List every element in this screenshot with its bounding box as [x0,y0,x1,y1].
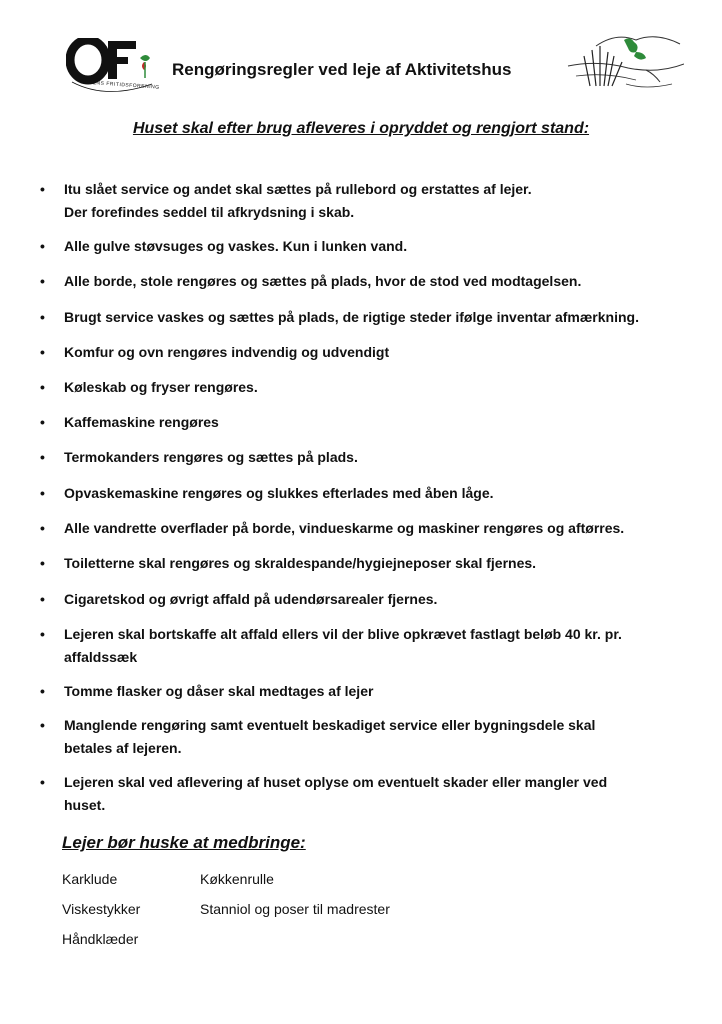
bullet-icon: • [40,555,45,571]
rule-item [40,411,684,434]
remember-item: Viskestykker [62,901,141,917]
logo-ring-text: ODDENS FRITIDSFORENING [79,79,160,91]
rule-text-line: Alle borde, stole rengøres og sættes på plads, hvor de stod ved modtagelsen. [64,273,582,289]
rule-text-line: Alle vandrette overflader på borde, vindueskarme og maskiner rengøres og aftørres. [64,520,625,536]
rule-item [40,552,684,575]
document-subtitle: Huset skal efter brug afleveres i opryddet og rengjort stand: [132,120,590,137]
rule-text-line: betales af lejeren. [64,740,182,756]
rule-item [40,270,684,293]
rule-text-line: Lejeren skal bortskaffe alt affald ellers vil der blive opkrævet fastlagt beløb 40 kr. pr. [64,626,622,642]
rule-item [40,680,684,703]
bullet-icon: • [40,683,45,699]
rule-text-line: Køleskab og fryser rengøres. [64,379,258,395]
bullet-icon: • [40,273,45,289]
rule-text-line: Manglende rengøring samt eventuelt beskadiget service eller bygningsdele skal [64,717,596,733]
rule-item [40,178,684,224]
rule-item [40,446,684,469]
logo-graphic [66,38,166,100]
remember-item: Karklude [62,871,118,887]
bullet-icon: • [40,309,45,325]
bullet-icon: • [40,520,45,536]
remember-title: Lejer bør huske at medbringe: [62,833,306,852]
rule-item [40,306,684,329]
bullet-icon: • [40,238,45,254]
bullet-icon: • [40,344,45,360]
rule-text-line: Toiletterne skal rengøres og skraldespande/hygiejneposer skal fjernes. [64,555,537,571]
bullet-icon: • [40,774,45,790]
landscape-sketch-icon [566,26,684,98]
rule-item [40,588,684,611]
rule-item [40,235,684,258]
rule-text-line: huset. [64,797,106,813]
rule-text-line: Komfur og ovn rengøres indvendig og udvendigt [64,344,390,360]
page-title: Rengøringsregler ved leje af Aktivitetshus [172,60,512,79]
sketch-graphic [566,26,684,98]
rule-text-line: Alle gulve støvsuges og vaskes. Kun i lunken vand. [64,238,408,254]
bullet-icon: • [40,717,45,733]
remember-item: Køkkenrulle [200,871,274,887]
rule-text-line: Tomme flasker og dåser skal medtages af lejer [64,683,374,699]
rule-item [40,623,684,669]
remember-item: Håndklæder [62,931,139,947]
rule-text-line: Cigaretskod og øvrigt affald på udendørsarealer fjernes. [64,591,438,607]
rule-text-line: Itu slået service og andet skal sættes på rullebord og erstattes af lejer. [64,181,532,197]
rule-text-line: Termokanders rengøres og sættes på plads. [64,449,358,465]
rule-text-line: Brugt service vaskes og sættes på plads, de rigtige steder ifølge inventar afmærkning. [64,309,639,325]
bullet-icon: • [40,485,45,501]
bullet-icon: • [40,181,45,197]
remember-item: Stanniol og poser til madrester [200,901,390,917]
of-logo-icon [66,38,166,100]
rule-item [40,482,684,505]
rule-item [40,376,684,399]
rule-text-line: Der forefindes seddel til afkrydsning i skab. [64,204,355,220]
rule-item [40,517,684,540]
rule-text-line: Kaffemaskine rengøres [64,414,219,430]
rule-item [40,714,684,760]
rule-text-line: Opvaskemaskine rengøres og slukkes efterlades med åben låge. [64,485,494,501]
bullet-icon: • [40,379,45,395]
bullet-icon: • [40,449,45,465]
bullet-icon: • [40,414,45,430]
rule-text-line: Lejeren skal ved aflevering af huset oplyse om eventuelt skader eller mangler ved [64,774,608,790]
rule-item [40,341,684,364]
bullet-icon: • [40,626,45,642]
rule-text-line: affaldssæk [64,649,138,665]
rule-item [40,771,684,817]
bullet-icon: • [40,591,45,607]
